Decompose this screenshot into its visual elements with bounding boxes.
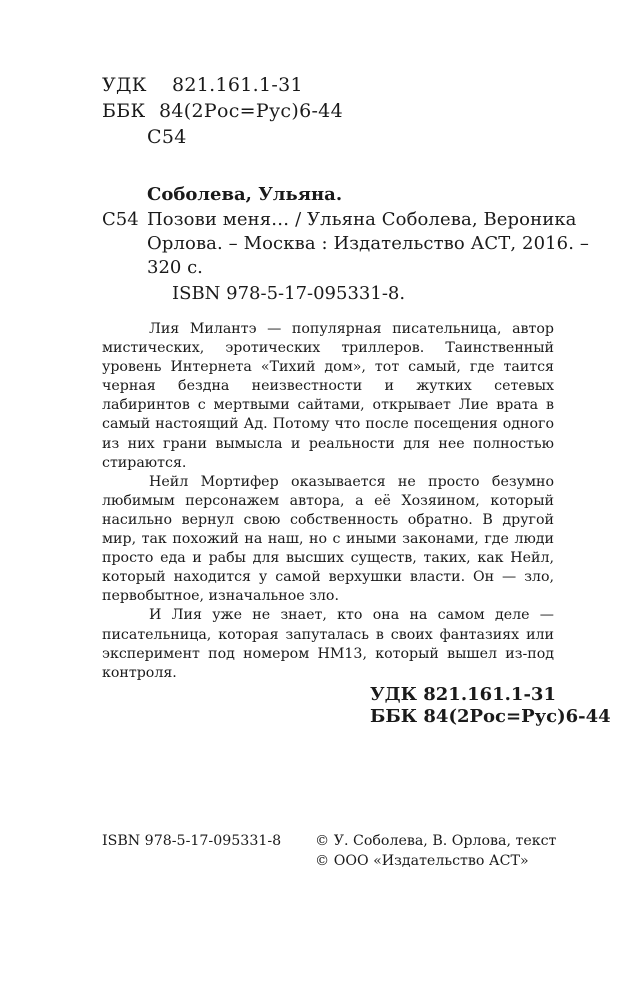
author-heading: Соболева, Ульяна. [147,184,343,205]
annotation-paragraph: И Лия уже не знает, кто она на самом деле — писательница, которая запуталась в своих фантазиях или эксперимент под номером НМ13, который вышел из-под контроля. [102,607,554,681]
isbn-line: ISBN 978-5-17-095331-8. [172,283,406,304]
side-mark: С54 [102,209,139,230]
bib-line-1: Позови меня… / Ульяна Соболева, Вероника [147,209,577,230]
bbk-bottom: ББК 84(2Рос=Рус)6-44 [370,706,611,727]
copyright-authors: © У. Соболева, В. Орлова, текст [315,833,557,849]
udk-label: УДК [102,74,147,96]
annotation [102,320,554,683]
annotation-paragraph: Нейл Мортифер оказывается не просто безумно любимым персонажем автора, а её Хозяином, который насильно вернул свою собственность обратно. В другой мир, так похожий на наш, но с иными законами, где люди просто еда и рабы для высших существ, таких, как Нейл, который находится у самой верхушки власти. Он — зло, первобытное, изначальное зло. [102,473,554,605]
bbk-value: 84(2Рос=Рус)6-44 [159,100,343,122]
bbk-label: ББК [102,100,146,122]
author-mark: С54 [147,126,187,148]
udk-bottom: УДК 821.161.1-31 [370,684,556,705]
bib-line-3: 320 с. [147,257,203,278]
annotation-paragraph: Лия Милантэ — популярная писательница, автор мистических, эротических триллеров. Таинственный уровень Интернета «Тихий дом», тот самый, где таится черная бездна неизвестности и жутких сетевых лабиринтов с мертвыми сайтами, открывает Лие врата в самый настоящий Ад. Потому что после посещения одного из них грани вымысла и реальности для нее полностью стираются. [102,321,554,471]
udk-value: 821.161.1-31 [172,74,303,96]
copyright-publisher: © ООО «Издательство АСТ» [315,853,529,869]
footer-isbn: ISBN 978-5-17-095331-8 [102,833,282,849]
bib-line-2: Орлова. – Москва : Издательство АСТ, 2016. – [147,233,589,254]
